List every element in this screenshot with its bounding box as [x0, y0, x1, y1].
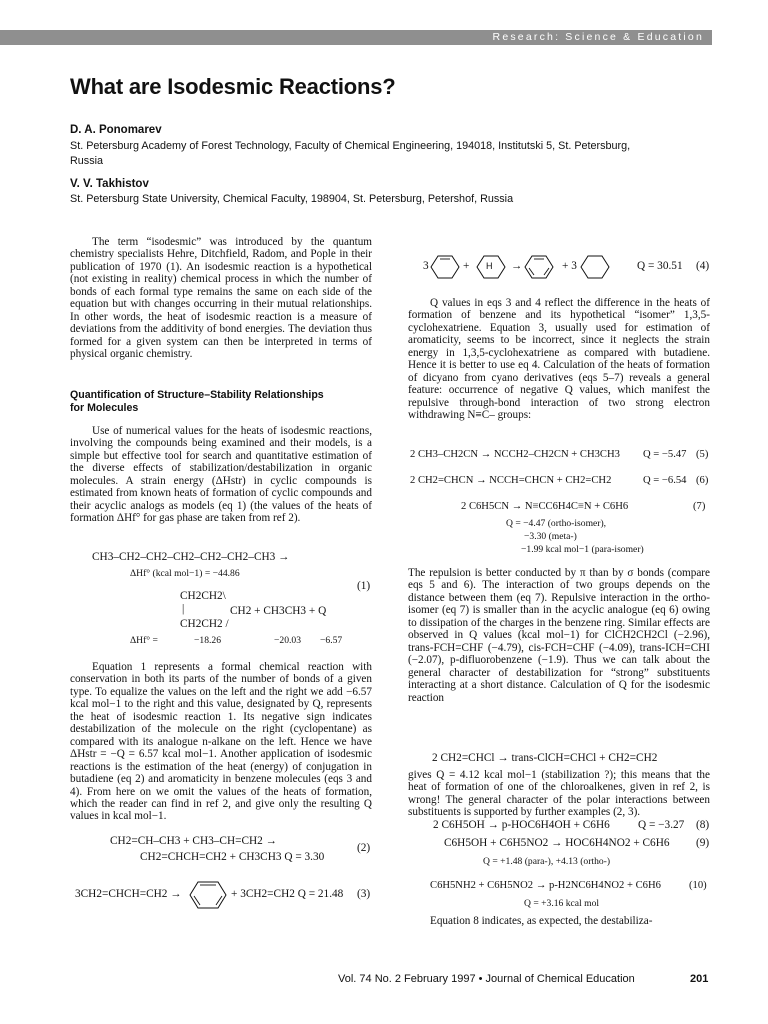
q-value: Q = −3.27	[638, 819, 685, 831]
page-number: 201	[690, 973, 709, 985]
section-heading: Quantification of Structure–Stability Relationships for Molecules	[70, 389, 324, 414]
q-value: Q = −6.54	[643, 475, 687, 486]
equation-number: (5)	[696, 449, 709, 460]
paragraph: The repulsion is better conducted by π than by σ bonds (compare eqs 5 and 6). The interaction of two groups depends on the distance between them (eq 7). Repulsive interaction in the ortho-isomer (eq 7) is smaller than in the acyclic analogue (eq 6) owing to dissipation of the charges in the benzene ring. Similar effects are observed in Q values (kcal mol−1) for ClCH2CH2Cl (−2.96), trans-FCH=CHF (−4.79), cis-FCH=CHF (−4.09), trans-ICH=CHI (−2.07), p-difluorobenzene (−1.9). Thus we can talk about the general character of destabilization for “strong” substituents interacting at a short distance. Calculation of Q for the isodesmic reaction	[408, 567, 710, 704]
paragraph: Use of numerical values for the heats of isodesmic reactions, involving the compounds being examined and their models, is a simple but effective tool for search and quantitative estimation of the diverse effects of stabilization/destabilization in organic molecules. A strain energy (ΔHstr) in cyclic compounds is estimated from known heats of formation of cyclic compounds and their acyclic analogs as models (eq 1) (the values of the heats of formation ΔHf° for gas phase are taken from ref 2).	[70, 425, 372, 525]
equation-2-line-1: CH2=CH–CH3 + CH3–CH=CH2 →	[110, 835, 277, 847]
paragraph: Equation 8 indicates, as expected, the destabiliza-	[430, 915, 653, 927]
author-affiliation: St. Petersburg State University, Chemical Faculty, 198904, St. Petersburg, Petershof, Russia	[70, 193, 514, 205]
h-label: H	[486, 261, 493, 271]
equation-2-line-2: CH2=CHCH=CH2 + CH3CH3 Q = 3.30	[140, 851, 325, 863]
equation-chloroalkene: 2 CH2=CHCl → trans-ClCH=CHCl + CH2=CH2	[432, 752, 658, 764]
equation-number: (8)	[696, 819, 710, 831]
paragraph: gives Q = 4.12 kcal mol−1 (stabilization ?); this means that the heat of formation of one of the chloroalkenes, given in ref 2, is wrong! The general character of the polar interactions between substituents is supported by further examples (2, 3).	[408, 769, 710, 819]
author-name: D. A. Ponomarev	[70, 124, 162, 136]
ring-bottom: CH2CH2 /	[180, 618, 229, 630]
equation-number: (3)	[357, 888, 371, 900]
author-affiliation: St. Petersburg Academy of Forest Technology, Faculty of Chemical Engineering, 194018, Institutski 5, St. Petersburg, Russia	[70, 140, 631, 167]
ring-top: CH2CH2\	[180, 590, 226, 602]
journal-citation: Vol. 74 No. 2 February 1997 • Journal of Chemical Education	[338, 973, 635, 985]
equation-3-lhs: 3CH2=CHCH=CH2 →	[75, 888, 182, 900]
equation-3-rhs: + 3CH2=CH2 Q = 21.48	[231, 888, 344, 900]
equation-1-dh: ΔHf° (kcal mol−1) = −44.86	[130, 568, 240, 579]
equation-number: (4)	[696, 260, 710, 272]
equation-number: (1)	[357, 580, 371, 592]
equation-number: (7)	[693, 501, 706, 512]
article-title: What are Isodesmic Reactions?	[70, 74, 396, 99]
plus-sign: +	[463, 260, 470, 272]
q-value: −3.30 (meta-)	[524, 531, 577, 542]
cyclohexane-ring-icon	[580, 254, 610, 280]
equation-10: C6H5NH2 + C6H5NO2 → p-H2NC6H4NO2 + C6H6	[430, 880, 661, 891]
equation-8: 2 C6H5OH → p-HOC6H4OH + C6H6	[433, 819, 610, 831]
dh-value: −6.57	[320, 635, 343, 646]
coefficient: + 3	[562, 260, 577, 272]
benzene-ring-icon	[188, 880, 228, 910]
equation-6: 2 CH2=CHCN → NCCH=CHCN + CH2=CH2	[410, 475, 612, 486]
equation-1-line: CH3–CH2–CH2–CH2–CH2–CH2–CH3 →	[92, 551, 290, 563]
equation-1-dh-label: ΔHf° =	[130, 635, 158, 646]
journal-banner	[0, 30, 712, 45]
equation-number: (10)	[689, 880, 707, 891]
q-value: Q = +3.16 kcal mol	[524, 898, 600, 909]
equation-number: (2)	[357, 842, 371, 854]
intro-paragraph: The term “isodesmic” was introduced by the quantum chemistry specialists Hehre, Ditchfield, Radom, and Pople in their publication of 1970 (1). An isodesmic reaction is a hypothetical (not existing in reality) chemical process in which the number of bonds of each formal type remains the same on each side of the equation but with changes occurring in their mutual relationships. In other words, the heat of isodesmic reaction is a measure of deviations from the additivity of bond energies. The deviation thus formed for a given system can then be interpreted in terms of physical organic chemistry.	[70, 236, 372, 361]
coefficient: 3	[423, 260, 429, 272]
equation-5: 2 CH3–CH2CN → NCCH2–CH2CN + CH3CH3	[410, 449, 620, 460]
q-value: Q = 30.51	[637, 260, 683, 272]
author-name: V. V. Takhistov	[70, 178, 149, 190]
equation-1-products: CH2 + CH3CH3 + Q	[230, 605, 327, 617]
benzene-ring-icon	[524, 254, 554, 280]
q-value: −1.99 kcal mol−1 (para-isomer)	[521, 544, 644, 555]
equation-number: (9)	[696, 837, 710, 849]
dh-value: −20.03	[274, 635, 301, 646]
q-value: Q = −5.47	[643, 449, 687, 460]
dh-value: −18.26	[194, 635, 221, 646]
cyclohexene-ring-icon	[430, 254, 460, 280]
paragraph: Equation 1 represents a formal chemical reaction with conservation in both its parts of the number of bonds of a given type. To equalize the values on the left and the right we add −6.57 kcal mol−1 to the right and this value, designated by Q, represents the heat of isodesmic reaction 1. Its negative sign indicates destabilization of the molecule on the right (cyclopentane) as compared with its analogue n-alkane on the left. Hence we have ΔHstr = −Q = 6.57 kcal mol−1. Another application of isodesmic reactions is the estimation of the heat (energy) of conjugation in butadiene (eq 2) and aromaticity in benzene molecules (eqs 3 and 4). From here on we omit the values of the heats of formation, which the reader can find in ref 2, and give only the resulting Q values in kcal mol−1.	[70, 661, 372, 823]
equation-7: 2 C6H5CN → N≡CC6H4C≡N + C6H6	[461, 501, 629, 512]
equation-number: (6)	[696, 475, 709, 486]
q-value: Q = +1.48 (para-), +4.13 (ortho-)	[483, 856, 611, 867]
arrow: →	[511, 260, 523, 272]
ring-bar: |	[182, 603, 185, 615]
equation-9: C6H5OH + C6H5NO2 → HOC6H4NO2 + C6H6	[444, 837, 670, 849]
paragraph: Q values in eqs 3 and 4 reflect the difference in the heats of formation of benzene and its hypothetical “isomer” 1,3,5-cyclohexatriene. Equation 3, usually used for estimation of aromaticity, seems to be incorrect, since it neglects the strain energy in 1,3,5-cyclohexatriene as compared with butadiene. Hence it is better to use eq 4. Calculation of the heats of formation of dicyano from cyano derivatives (eqs 5–7) reveals a general feature: occurrence of negative Q values, which manifest the repulsive through-bond interaction of two strong electron withdrawing N≡C– groups:	[408, 297, 710, 422]
q-value: Q = −4.47 (ortho-isomer),	[506, 518, 607, 529]
banner-text: Research: Science & Education	[492, 31, 704, 43]
